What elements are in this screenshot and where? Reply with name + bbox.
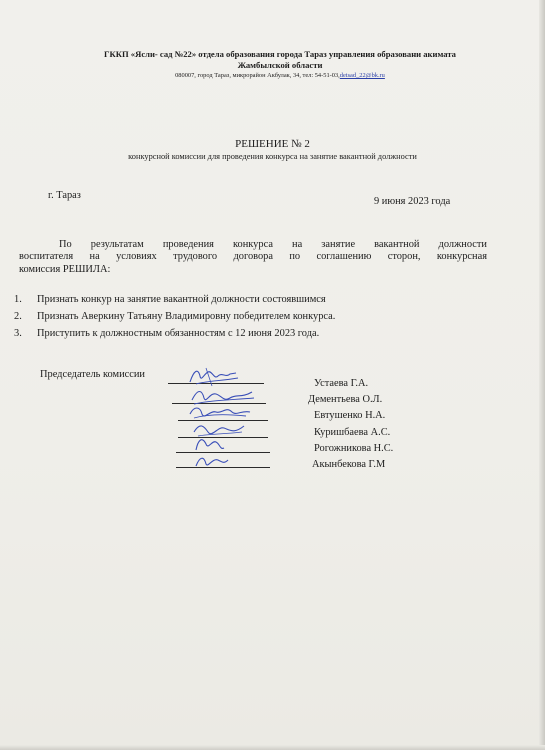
email-link[interactable]: detsad_22@bk.ru [339,72,385,79]
address-line [60,72,500,80]
item-number: 1. [14,294,22,305]
item-number: 2. [14,311,22,322]
decision-item [14,325,335,342]
item-text: Приступить к должностным обязанностям с 12 июня 2023 года. [37,328,320,339]
organization-line-2: Жамбылской области [237,60,323,70]
paragraph-line-2: воспитателя на условиях трудового договора по соглашению сторон, конкурсная [19,251,487,263]
member-name: Акынбекова Г.М [312,459,386,471]
organization-line-1: ГККП «Ясли- сад №22» отдела образования города Тараз управления образовани акимата [104,49,456,59]
decision-paragraph [19,239,487,276]
decision-items [14,291,335,342]
member-name: Рогожникова Н.С. [314,442,394,454]
member-name: Евтушенко Н.А. [314,410,386,422]
decision-title: РЕШЕНИЕ № 2 [235,138,310,150]
chair-label: Председатель комиссии [40,369,145,380]
item-number: 3. [14,328,22,339]
member-name: Устаева Г.А. [314,378,369,389]
paper-edge-shadow [539,0,545,750]
paper-edge-shadow-bottom [0,745,545,750]
commission-members [300,376,394,473]
handwritten-signature [192,452,232,470]
decision-subtitle: конкурсной комиссии для проведения конкурса на занятие вакантной должности [128,152,417,161]
paragraph-line-3: комиссия РЕШИЛА: [19,263,111,275]
decision-item [14,308,335,325]
document-date: 9 июня 2023 года [374,196,451,207]
organization-header [60,49,500,71]
city: г. Тараз [48,190,81,201]
paragraph-line-1: По результатам проведения конкурса на занятие вакантной должности [59,239,487,250]
item-text: Признать конкур на занятие вакантной должности состоявшимся [37,294,326,305]
member-name: Куришбаева А.С. [314,426,391,438]
member-name: Дементьева О.Л. [308,394,383,406]
item-text: Признать Аверкину Татьяну Владимировну победителем конкурса. [37,311,336,322]
address-text: 080007, город Тараз, микрорайон Акбулак, 34, тел: 54-51-03, [175,72,340,79]
decision-item [14,291,335,308]
